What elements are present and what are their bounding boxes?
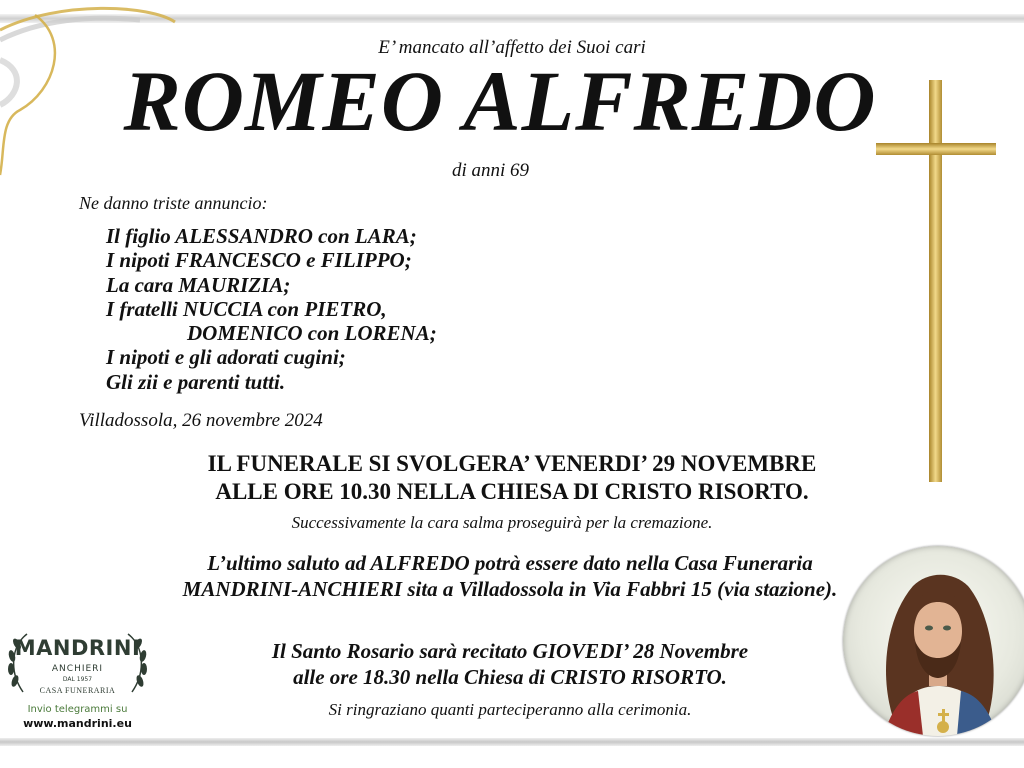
portrait-illustration (843, 546, 1024, 736)
mourner-line: I nipoti e gli adorati cugini; (106, 345, 346, 370)
mourner-line: I nipoti FRANCESCO e FILIPPO; (106, 248, 412, 273)
farewell-line: MANDRINI-ANCHIERI sita a Villadossola in Via Fabbri 15 (via stazione). (182, 577, 838, 601)
deceased-name: ROMEO ALFREDO (123, 53, 877, 149)
place-date: Villadossola, 26 novembre 2024 (79, 410, 323, 431)
cremation-line: Successivamente la cara salma proseguirà per la cremazione. (291, 513, 713, 532)
thanks-line: Si ringraziano quanti parteciperanno alla cerimonia. (328, 700, 692, 719)
telegram-note: Invio telegrammi su (27, 704, 128, 715)
mourner-line: La cara MAURIZIA; (106, 272, 291, 297)
mourner-line: I fratelli NUCCIA con PIETRO, (106, 296, 387, 321)
mourner-line: Il figlio ALESSANDRO con LARA; (106, 224, 417, 248)
gold-cross-icon (874, 80, 998, 490)
farewell-line: L’ultimo saluto ad ALFREDO potrà essere dato nella Casa Funeraria (207, 551, 813, 575)
bottom-frame-bar (0, 738, 1024, 746)
rosary-line: Il Santo Rosario sarà recitato GIOVEDI’ 28 Novembre (271, 639, 749, 663)
announce-line: Ne danno triste annuncio: (79, 193, 268, 213)
logo-subname: ANCHIERI (51, 664, 104, 674)
mourner-line: DOMENICO con LORENA; (187, 321, 437, 346)
funeral-line: ALLE ORE 10.30 NELLA CHIESA DI CRISTO RISORTO. (215, 479, 809, 504)
sacred-heart-portrait (843, 546, 1024, 736)
rosary-line: alle ore 18.30 nella Chiesa di CRISTO RISORTO. (293, 665, 727, 689)
funeral-line: IL FUNERALE SI SVOLGERA’ VENERDI’ 29 NOVEMBRE (207, 451, 817, 476)
logo-name: MANDRINI (14, 636, 141, 660)
logo-year: DAL 1957 (62, 676, 93, 683)
mourner-line: Gli zii e parenti tutti. (106, 369, 286, 394)
rosary-paragraph (200, 638, 820, 690)
funeral-home-logo (0, 630, 155, 734)
farewell-paragraph (120, 550, 900, 602)
logo-type: CASA FUNERARIA (39, 686, 116, 695)
funeral-announcement (172, 450, 852, 506)
website-link[interactable]: www.mandrini.eu (23, 717, 132, 730)
mourners-list (106, 224, 437, 394)
age-line: di anni 69 (452, 160, 530, 181)
intro-line: E’ mancato all’affetto dei Suoi cari (378, 37, 646, 58)
